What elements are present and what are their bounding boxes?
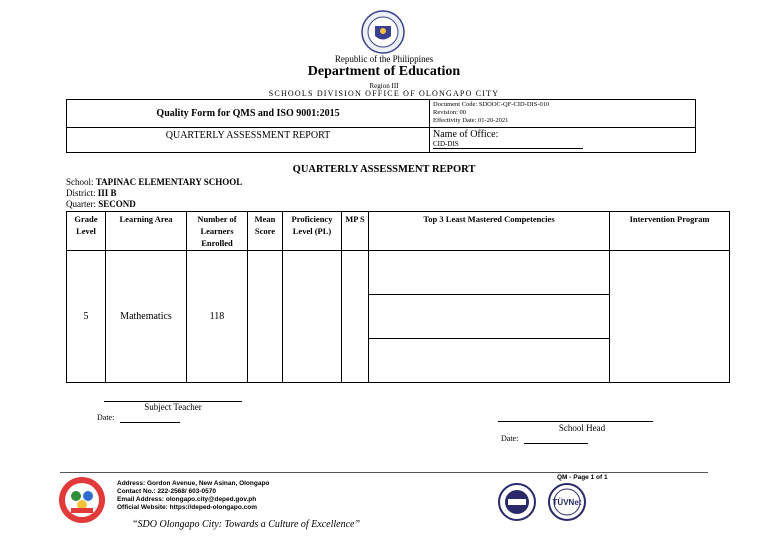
name-of-office-value: CID-DIS — [433, 140, 583, 149]
cell-mps — [342, 251, 369, 383]
header-least-mastered: Top 3 Least Mastered Competencies — [369, 212, 610, 251]
subject-teacher-label: Subject Teacher — [144, 402, 202, 412]
effectivity-date: Effectivity Date: 01-20-2021 — [433, 117, 509, 124]
division-text: SCHOOLS DIVISION OFFICE OF OLONGAPO CITY — [268, 89, 500, 98]
footer-website: Official Website: https://deped-olongapo.com — [117, 504, 257, 511]
revision: Revision: 00 — [433, 109, 467, 116]
cell-competency-2 — [369, 295, 610, 339]
quarter-label: Quarter: — [66, 199, 96, 209]
document-code: Document Code: SDOOC-QF-CID-DIS-010 — [433, 101, 550, 108]
deped-seal-logo — [361, 10, 405, 54]
header-intervention: Intervention Program — [610, 212, 730, 251]
school-head-label: School Head — [558, 423, 606, 433]
name-of-office-cell — [430, 128, 696, 153]
tuv-net-icon — [548, 483, 586, 521]
region-text: Region III — [369, 82, 399, 90]
tuv-net-label: TÜVNet — [552, 498, 582, 507]
department-title: Department of Education — [307, 64, 461, 79]
assessment-table — [66, 211, 730, 383]
header-learning-area: Learning Area — [106, 212, 187, 251]
cell-grade: 5 — [67, 251, 106, 383]
quality-form-title: Quality Form for QMS and ISO 9001:2015 — [67, 100, 430, 128]
cell-area: Mathematics — [106, 251, 187, 383]
header-proficiency-level: Proficiency Level (PL) — [283, 212, 342, 251]
teacher-date-label: Date: — [97, 413, 115, 422]
head-signature-line — [498, 421, 653, 422]
footer-rule — [60, 472, 708, 473]
report-label: QUARTERLY ASSESSMENT REPORT — [67, 128, 430, 153]
republic-text: Republic of the Philippines — [334, 54, 434, 64]
head-date-label: Date: — [501, 434, 519, 443]
report-title: QUARTERLY ASSESSMENT REPORT — [292, 164, 476, 175]
cell-enrolled: 118 — [187, 251, 248, 383]
header-grade-level: Grade Level — [67, 212, 106, 251]
header-learners-enrolled: Number of Learners Enrolled — [187, 212, 248, 251]
document-info — [430, 100, 696, 128]
certification-seal-icon — [498, 483, 536, 521]
header-mps: MP S — [342, 212, 369, 251]
cell-intervention — [610, 251, 730, 383]
district-value: III B — [97, 188, 117, 198]
teacher-date-line — [120, 422, 180, 423]
sdo-olongapo-logo — [58, 476, 106, 524]
qms-header-table — [66, 99, 696, 153]
head-date-line — [524, 443, 588, 444]
district-label: District: — [66, 188, 96, 198]
header-mean-score: Mean Score — [248, 212, 283, 251]
cell-competency-1 — [369, 251, 610, 295]
school-label: School: — [66, 177, 94, 187]
school-info — [66, 177, 242, 210]
school-value: TAPINAC ELEMENTARY SCHOOL — [95, 177, 243, 187]
cell-mean-score — [248, 251, 283, 383]
cell-proficiency — [283, 251, 342, 383]
footer-motto: “SDO Olongapo City: Towards a Culture of Excellence” — [132, 519, 361, 530]
page-indicator: QM - Page 1 of 1 — [557, 474, 608, 481]
footer-address: Address: Gordon Avenue, New Asinan, Olongapo — [117, 480, 270, 487]
footer-contact-no: Contact No.: 222-2568/ 603-0570 — [117, 488, 216, 495]
cell-competency-3 — [369, 339, 610, 383]
footer-contact — [117, 480, 269, 512]
footer-email: Email Address: olongapo.city@deped.gov.ph — [117, 496, 257, 503]
quarter-value: SECOND — [98, 199, 136, 209]
name-of-office-label: Name of Office: — [433, 129, 499, 140]
